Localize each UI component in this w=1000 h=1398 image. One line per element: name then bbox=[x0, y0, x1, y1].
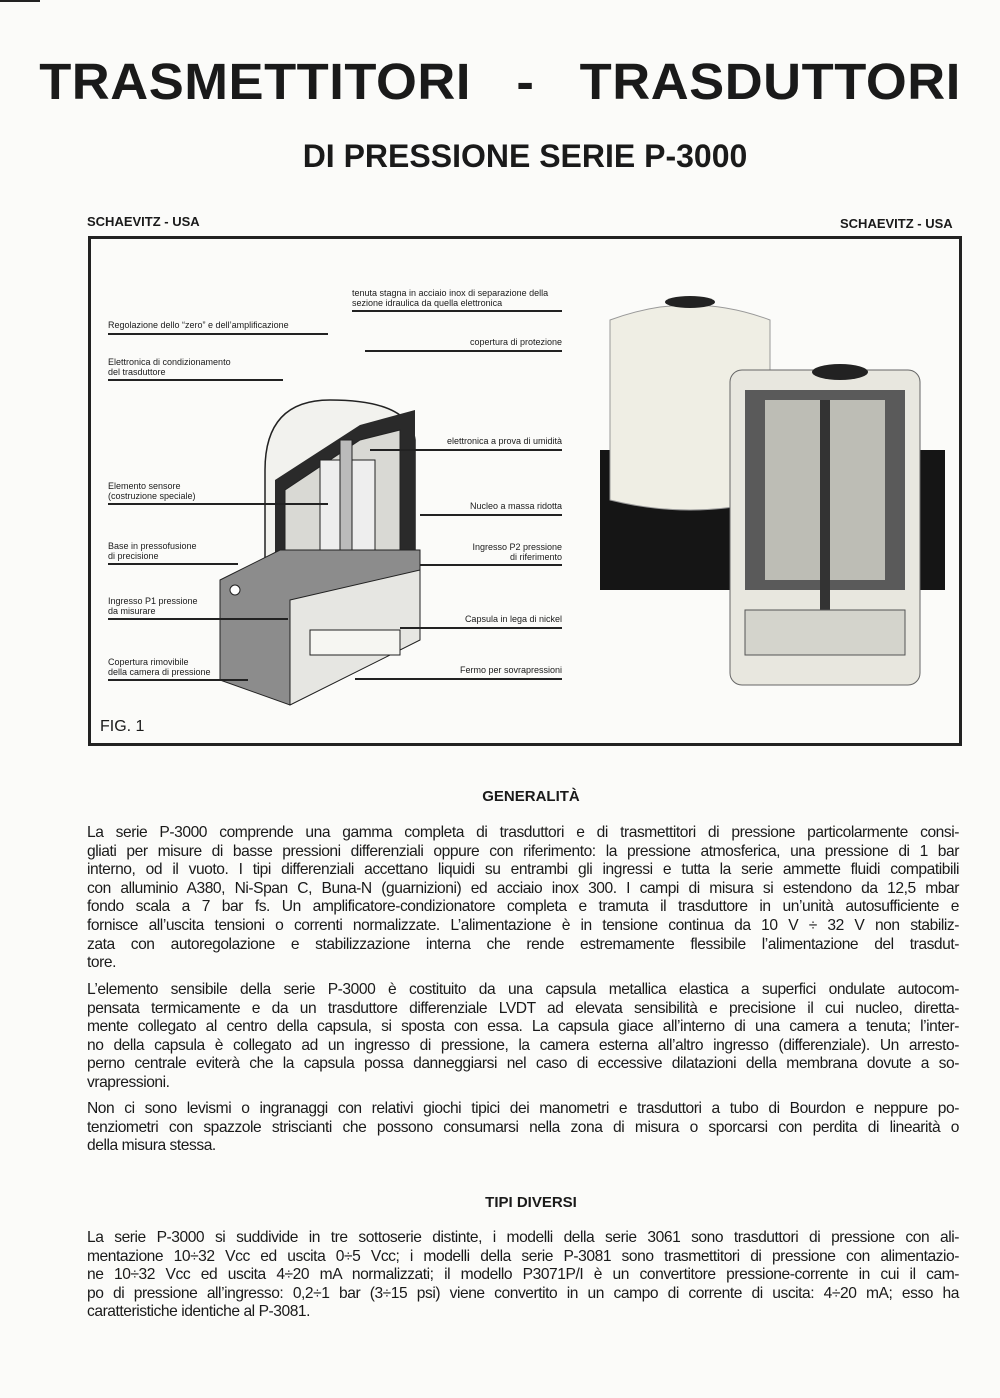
paragraph-line: mentazione 10÷32 Vcc ed uscita 0÷5 Vcc; i modelli della serie P-3081 sono trasmettitori di pressione con alimentazio- bbox=[87, 1247, 959, 1265]
heading-generalita: GENERALITÀ bbox=[482, 788, 580, 805]
paragraph-line: vrapressioni. bbox=[87, 1073, 170, 1091]
corner-mark bbox=[0, 0, 40, 2]
paragraph-line: ne 10÷32 Vcc ed uscita 4÷20 mA normalizzati; il modello P3071P/I è un convertitore pressione-corrente in cui il cam- bbox=[87, 1266, 959, 1284]
paragraph-line: fondo scala a 7 bar fs. Un amplificatore-condizionatore completa e tramuta il trasduttore in un’unità autosufficiente e bbox=[87, 898, 959, 916]
label-p1-inlet: Ingresso P1 pressione da misurare bbox=[108, 597, 288, 620]
title-right: TRASDUTTORI bbox=[579, 53, 961, 110]
label-sensor-element: Elemento sensore (costruzione speciale) bbox=[108, 482, 328, 505]
paragraph-line: tenziometri con spazzole striscianti che possono consumarsi nella zona di misura o sporcarsi con perdita di linearità o bbox=[87, 1118, 959, 1136]
page-title bbox=[0, 52, 1000, 111]
paragraph-line: Non ci sono levismi o ingranaggi con relativi giochi tipici dei manometri e trasduttori a tubo di Bourdon e neppure po- bbox=[87, 1100, 959, 1117]
paragraph-line: La serie P-3000 comprende una gamma completa di trasduttori e di trasmettitori di pressione particolarmente consi- bbox=[87, 824, 959, 841]
brand-right: SCHAEVITZ - USA bbox=[840, 216, 953, 231]
paragraph-line: interno, od il vuoto. I tipi differenziali accettano liquidi su entrambi gli ingressi e tutta la serie ammette fluidi compatibili bbox=[87, 861, 959, 879]
paragraph-line: della misura stessa. bbox=[87, 1137, 216, 1155]
label-zero-regulation: Regolazione dello “zero” e dell’amplificazione bbox=[108, 321, 328, 335]
paragraph-line: perno centrale eviterà che la capsula possa danneggiarsi nel caso di eccessive dilatazioni della membrana dovute a so- bbox=[87, 1055, 959, 1073]
label-stainless-seal: tenuta stagna in acciaio inox di separazione della sezione idraulica da quella elettronica bbox=[352, 289, 562, 312]
heading-tipi-diversi: TIPI DIVERSI bbox=[485, 1194, 577, 1211]
label-moisture-proof-electronics: elettronica a prova di umidità bbox=[370, 437, 562, 451]
paragraph-line: zata con autoregolazione e stabilizzazione interna che rende estremamente flessibile l’alimentazione del trasdut- bbox=[87, 935, 959, 953]
product-photo bbox=[600, 290, 945, 690]
paragraph-line: tore. bbox=[87, 954, 116, 972]
label-die-cast-base: Base in pressofusione di precisione bbox=[108, 542, 238, 565]
page-subtitle: DI PRESSIONE SERIE P-3000 bbox=[302, 138, 748, 174]
paragraph-line: L’elemento sensibile della serie P-3000 è costituito da una capsula metallica elastica a superfici ondulate autocom- bbox=[87, 981, 959, 998]
label-overpressure-stop: Fermo per sovrapressioni bbox=[355, 666, 562, 680]
title-dash: - bbox=[516, 53, 535, 110]
paragraph-line: con alluminio A380, Ni-Span C, Buna-N (guarnizioni) ed acciaio inox 300. I campi di misura si estendono da 12,5 mbar bbox=[87, 879, 959, 897]
label-p2-inlet: Ingresso P2 pressione di riferimento bbox=[420, 543, 562, 566]
paragraph-3 bbox=[87, 1100, 959, 1156]
paragraph-line: po di pressione all’ingresso: 0,2÷1 bar (3÷15 psi) viene convertito in un campo di corrente di uscita: 4÷20 mA; esso ha bbox=[87, 1284, 959, 1302]
brand-left: SCHAEVITZ - USA bbox=[87, 214, 200, 229]
paragraph-line: La serie P-3000 si suddivide in tre sottoserie distinte, i modelli della serie 3061 sono trasduttori di pressione con ali- bbox=[87, 1229, 959, 1246]
figure-caption: FIG. 1 bbox=[100, 718, 145, 735]
paragraph-line: mente collegato al centro della capsula, si sposta con essa. La capsula giace all’interno di una camera a tenuta; l’inter- bbox=[87, 1018, 959, 1036]
label-conditioning-electronics: Elettronica di condizionamento del trasduttore bbox=[108, 358, 283, 381]
paragraph-1 bbox=[87, 824, 959, 973]
paragraph-line: caratteristiche identiche al P-3081. bbox=[87, 1303, 311, 1321]
title-left: TRASMETTITORI bbox=[39, 53, 471, 110]
paragraph-line: no della capsula è collegato ad un ingresso di pressione, la camera esterna all’altro ingresso (differenziale). Un arresto- bbox=[87, 1036, 959, 1054]
paragraph-4 bbox=[87, 1229, 959, 1322]
label-protective-cover: copertura di protezione bbox=[365, 338, 562, 352]
label-low-mass-core: Nucleo a massa ridotta bbox=[420, 502, 562, 516]
paragraph-line: pensata termicamente e da un trasduttore differenziale LVDT ad elevata sensibilità e precisione il cui nucleo, diretta- bbox=[87, 999, 959, 1017]
label-nickel-capsule: Capsula in lega di nickel bbox=[400, 615, 562, 629]
paragraph-line: fornisce all’uscita tensioni o correnti normalizzate. L’alimentazione è in tensione continua da 10 V ÷ 32 V non stabiliz- bbox=[87, 916, 959, 934]
paragraph-2 bbox=[87, 981, 959, 1093]
label-removable-cover: Copertura rimovibile della camera di pressione bbox=[108, 658, 248, 681]
paragraph-line: gliati per misure di basse pressioni differenziali oppure con riferimento: la pressione atmosferica, una pressione di 1 bar bbox=[87, 842, 959, 860]
